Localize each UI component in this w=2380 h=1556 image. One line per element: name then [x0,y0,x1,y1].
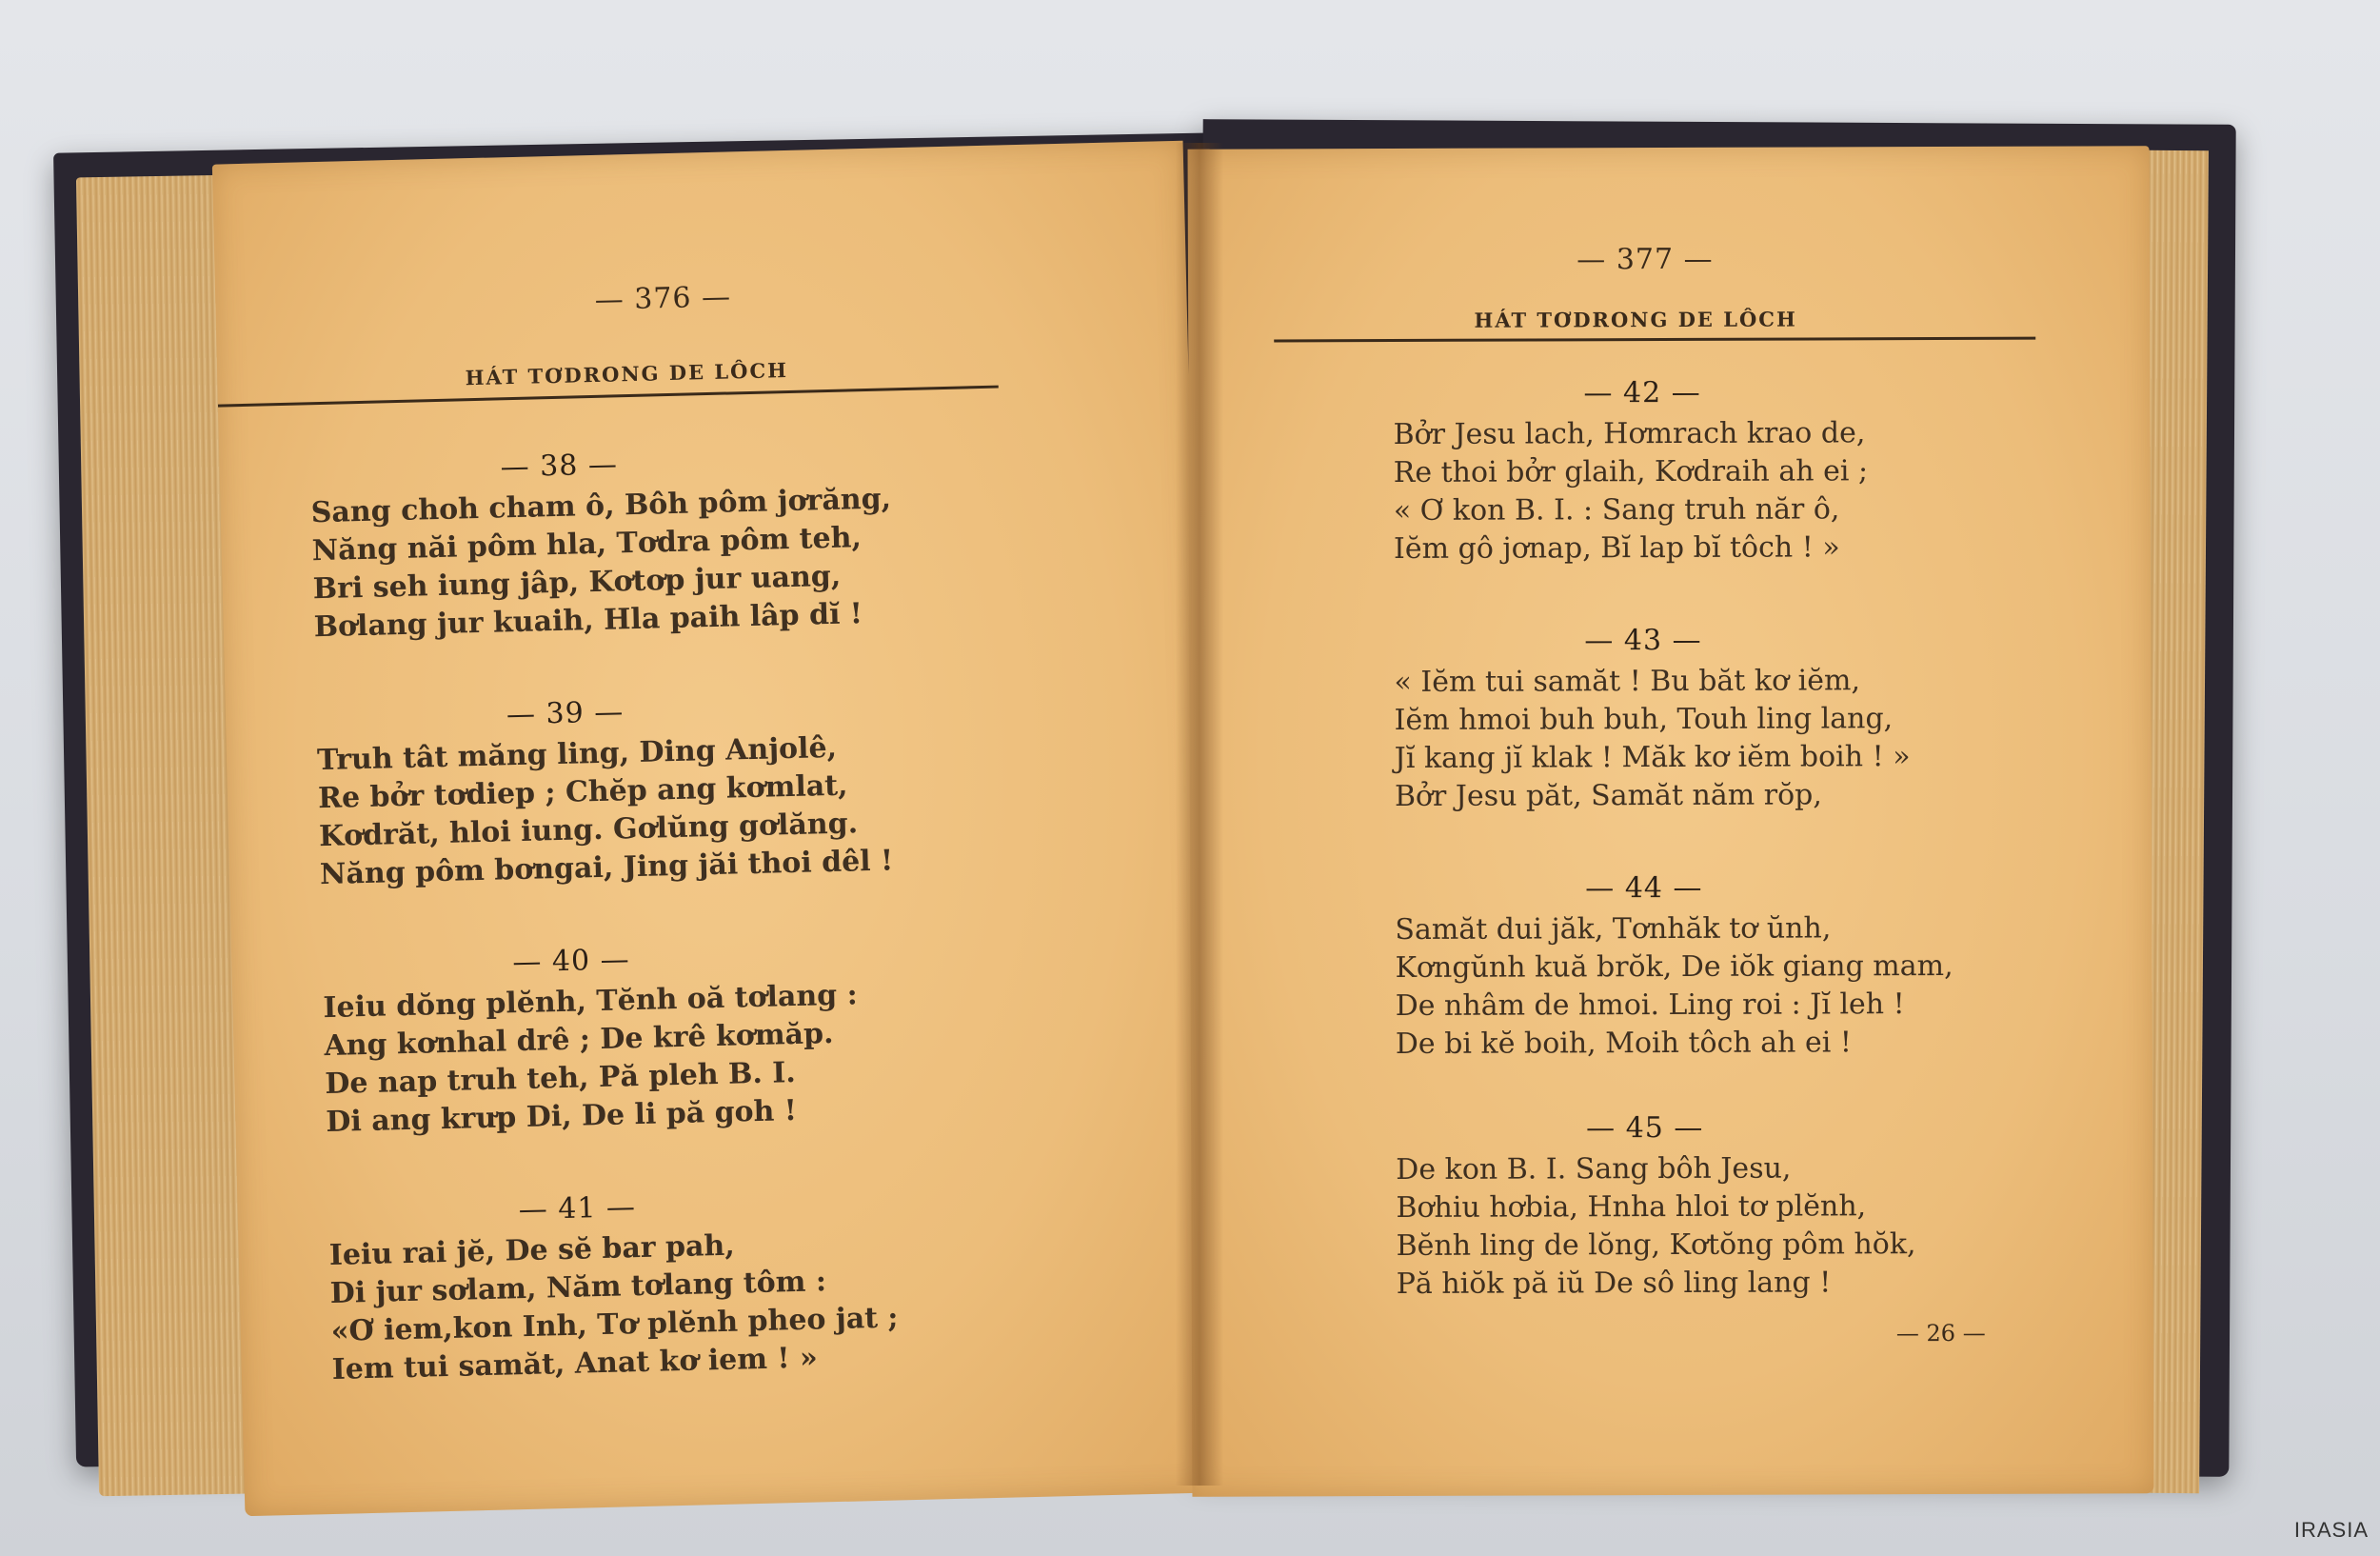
stanza-line: De nap truh teh, Pă pleh B. I. [325,1055,797,1102]
stanza-38 [309,441,894,647]
stanza-line: Di jur sơlam, Năm tơlang tôm : [329,1265,827,1310]
stanza-line: « Iĕm tui samăt ! Bu băt kơ iĕm, [1394,664,1861,700]
stanza-39 [316,688,894,894]
stanza-line: Kơdrăt, hloi iung. Gơlŭng gơlăng. [318,807,859,854]
stanza-number: — 42 — [1583,375,1701,410]
stanza-line: Bơlang jur kuaih, Hla paih lâp dĭ ! [313,597,863,645]
right-running-head: HÁT TƠDRONG DE LÔCH [1474,307,1797,332]
stanza-line: « Ơ kon B. I. : Sang truh năr ô, [1393,492,1840,529]
stanza-line: Bởr Jesu păt, Samăt năm rŏp, [1394,778,1822,814]
right-page [1188,146,2154,1497]
stanza-45 [1396,1110,1916,1304]
stanza-line: Ieiu dŏng plĕnh, Tĕnh oă tơlang : [323,978,859,1026]
stanza-line: Iem tui samăt, Anat kơ iem ! » [331,1341,819,1386]
stanza-line: «Ơ iem,kon Inh, Tơ plĕnh pheo jat ; [330,1301,899,1348]
stanza-line: Năng pôm bơngai, Jing jăi thoi dêl ! [319,844,894,892]
stanza-line: Re thoi bởr glaih, Kơdraih ah ei ; [1393,454,1869,490]
left-page-number: — 376 — [594,280,732,317]
signature-mark: — 26 — [1895,1319,1986,1347]
stanza-line: Re bởr tơdiep ; Chĕp ang kơmlat, [317,768,848,816]
stanza-line: Bri seh iung jâp, Kơtơp jur uang, [312,559,842,607]
stanza-42 [1393,375,1868,569]
watermark: IRASIA [2293,1518,2369,1542]
stanza-44 [1395,870,1954,1064]
stanza-number: — 45 — [1586,1110,1704,1146]
stanza-line: Samăt dui jăk, Tơnhăk tơ ŭnh, [1395,911,1832,948]
stanza-number: — 44 — [1585,870,1703,906]
stanza-40 [322,937,861,1142]
stanza-number: — 40 — [511,943,631,980]
stanza-line: Sang choh cham ô, Bôh pôm jơrăng, [310,482,892,530]
stanza-line: De bi kĕ boih, Moih tôch ah ei ! [1395,1026,1852,1062]
stanza-line: Iĕm gô jơnap, Bĭ lap bĭ tôch ! » [1393,530,1840,567]
stanza-number: — 38 — [500,448,619,485]
stanza-number: — 41 — [518,1190,637,1227]
left-page [212,141,1216,1516]
right-header-rule [1274,337,2035,343]
stanza-line: Năng năi pôm hla, Tơdra pôm teh, [311,521,863,569]
stanza-line: Bởr Jesu lach, Hơmrach krao de, [1393,416,1866,452]
stanza-line: Pă hiŏk pă iŭ De sô ling lang ! [1396,1266,1832,1302]
stanza-line: Bơhiu hơbia, Hnha hloi tơ plĕnh, [1396,1189,1867,1226]
right-page-number: — 377 — [1577,242,1714,277]
book-gutter [1176,143,1223,1486]
stanza-number: — 43 — [1584,623,1702,658]
stanza-line: Iĕm hmoi buh buh, Touh ling lang, [1394,702,1894,738]
stanza-number: — 39 — [506,695,625,732]
stanza-line: Kơngŭnh kuă brŏk, De iŏk giang mam, [1395,948,1954,986]
left-running-head: HÁT TƠDRONG DE LÔCH [465,357,789,390]
left-header-rule [218,386,999,408]
stanza-line: Di ang krưp Di, De li pă goh ! [325,1093,798,1140]
stanza-line: De kon B. I. Sang bôh Jesu, [1396,1151,1792,1187]
stanza-line: Ieiu rai jĕ, De sĕ bar pah, [328,1228,736,1273]
stanza-41 [327,1184,900,1388]
stanza-line: Bĕnh ling de lŏng, Kơtŏng pôm hŏk, [1396,1227,1916,1264]
stanza-line: Truh tât măng ling, Ding Anjolê, [316,730,838,778]
stanza-line: Jĭ kang jĭ klak ! Măk kơ iĕm boih ! » [1394,740,1911,776]
stanza-line: De nhâm de hmoi. Ling roi : Jĭ leh ! [1395,987,1905,1024]
stanza-43 [1394,623,1910,816]
stanza-line: Ang kơnhal drê ; De krê kơmăp. [324,1017,834,1064]
